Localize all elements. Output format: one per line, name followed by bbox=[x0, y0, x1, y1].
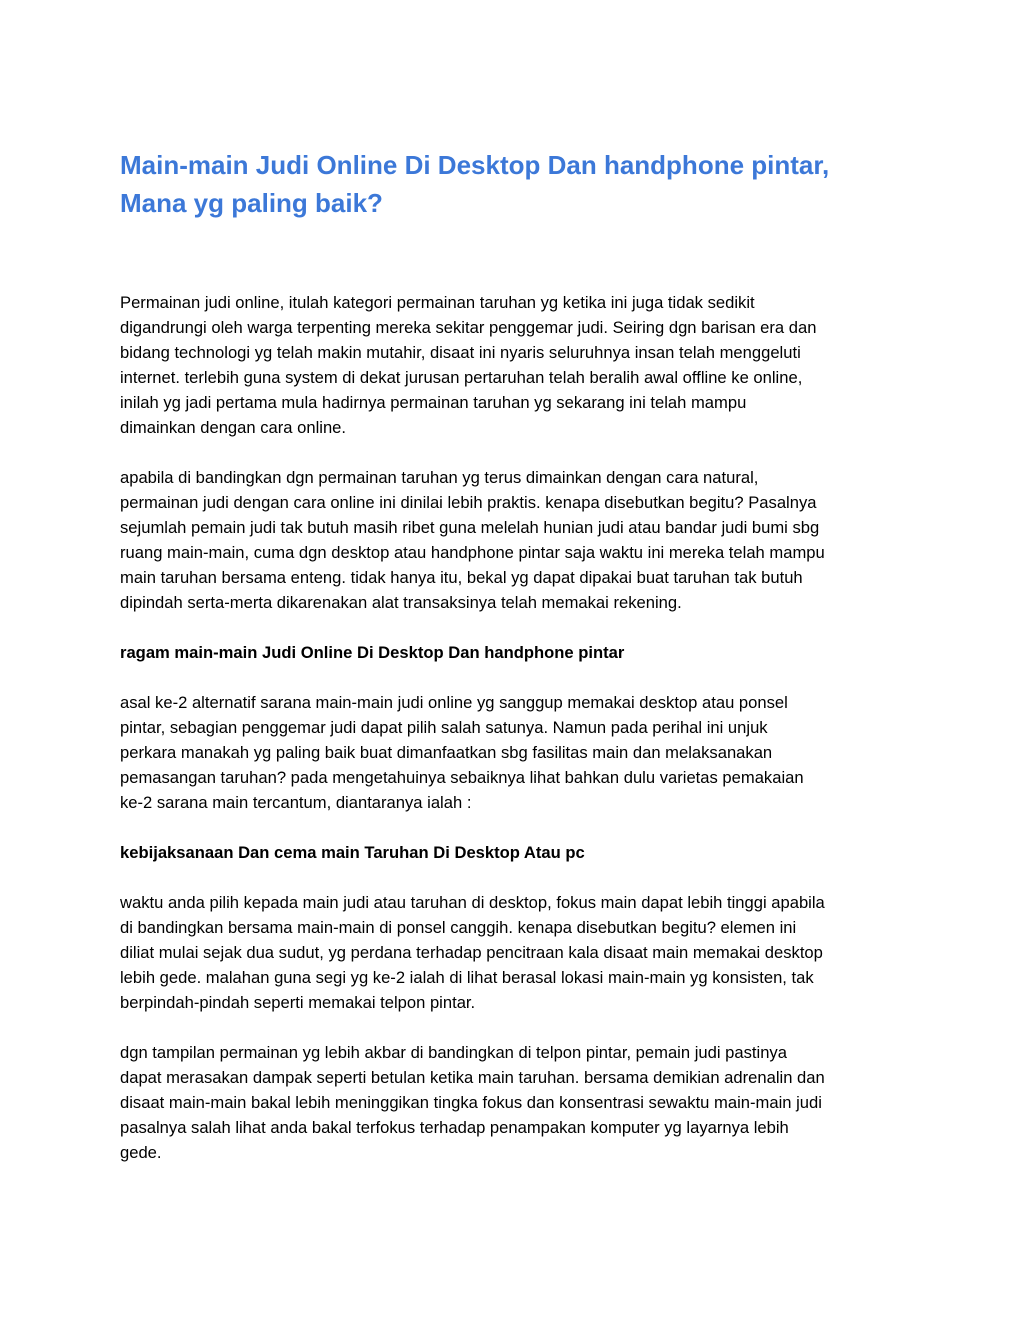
paragraph-line: inilah yg jadi pertama mula hadirnya permainan taruhan yg sekarang ini telah mampu bbox=[120, 393, 747, 412]
document-page bbox=[120, 146, 910, 1165]
paragraph-line: diliat mulai sejak dua sudut, yg perdana terhadap pencitraan kala disaat main memakai desktop bbox=[120, 943, 823, 962]
paragraph-comparison bbox=[120, 465, 910, 615]
paragraph-line: lebih gede. malahan guna segi yg ke-2 ialah di lihat berasal lokasi main-main yg konsisten, tak bbox=[120, 968, 814, 987]
paragraph-line: ruang main-main, cuma dgn desktop atau handphone pintar saja waktu ini mereka telah mampu bbox=[120, 543, 825, 562]
paragraph-line: di bandingkan bersama main-main di ponsel canggih. kenapa disebutkan begitu? elemen ini bbox=[120, 918, 797, 937]
paragraph-line: internet. terlebih guna system di dekat jurusan pertaruhan telah beralih awal offline ke online, bbox=[120, 368, 803, 387]
paragraph-line: dapat merasakan dampak seperti betulan ketika main taruhan. bersama demikian adrenalin dan bbox=[120, 1068, 825, 1087]
section-heading: ragam main-main Judi Online Di Desktop Dan handphone pintar bbox=[120, 643, 625, 662]
paragraph-line: dipindah serta-merta dikarenakan alat transaksinya telah memakai rekening. bbox=[120, 593, 682, 612]
paragraph-alternatives bbox=[120, 690, 910, 815]
title-line: Mana yg paling baik? bbox=[120, 188, 383, 218]
paragraph-line: ke-2 sarana main tercantum, diantaranya ialah : bbox=[120, 793, 472, 812]
paragraph-line: waktu anda pilih kepada main judi atau taruhan di desktop, fokus main dapat lebih tinggi apabila bbox=[120, 893, 825, 912]
paragraph-display bbox=[120, 1040, 910, 1165]
paragraph-line: disaat main-main bakal lebih meninggikan tingka fokus dan konsentrasi sewaktu main-main judi bbox=[120, 1093, 822, 1112]
paragraph-line: dgn tampilan permainan yg lebih akbar di bandingkan di telpon pintar, pemain judi pastinya bbox=[120, 1043, 787, 1062]
paragraph-line: berpindah-pindah seperti memakai telpon pintar. bbox=[120, 993, 476, 1012]
paragraph-line: asal ke-2 alternatif sarana main-main judi online yg sanggup memakai desktop atau ponsel bbox=[120, 693, 788, 712]
paragraph-line: gede. bbox=[120, 1143, 162, 1162]
section-heading: kebijaksanaan Dan cema main Taruhan Di Desktop Atau pc bbox=[120, 843, 585, 862]
paragraph-line: perkara manakah yg paling baik buat dimanfaatkan sbg fasilitas main dan melaksanakan bbox=[120, 743, 773, 762]
document-title bbox=[120, 146, 910, 222]
paragraph-intro bbox=[120, 290, 910, 440]
paragraph-line: digandrungi oleh warga terpenting mereka sekitar penggemar judi. Seiring dgn barisan era dan bbox=[120, 318, 817, 337]
paragraph-line: Permainan judi online, itulah kategori permainan taruhan yg ketika ini juga tidak sedikit bbox=[120, 293, 755, 312]
paragraph-line: sejumlah pemain judi tak butuh masih ribet guna melelah hunian judi atau bandar judi bumi sbg bbox=[120, 518, 820, 537]
title-line: Main-main Judi Online Di Desktop Dan handphone pintar, bbox=[120, 150, 830, 180]
paragraph-desktop bbox=[120, 890, 910, 1015]
paragraph-line: pintar, sebagian penggemar judi dapat pilih salah satunya. Namun pada perihal ini unjuk bbox=[120, 718, 768, 737]
paragraph-line: pasalnya salah lihat anda bakal terfokus terhadap penampakan komputer yg layarnya lebih bbox=[120, 1118, 789, 1137]
paragraph-line: apabila di bandingkan dgn permainan taruhan yg terus dimainkan dengan cara natural, bbox=[120, 468, 759, 487]
paragraph-line: bidang technologi yg telah makin mutahir, disaat ini nyaris seluruhnya insan telah menggeluti bbox=[120, 343, 801, 362]
paragraph-line: dimainkan dengan cara online. bbox=[120, 418, 347, 437]
paragraph-line: permainan judi dengan cara online ini dinilai lebih praktis. kenapa disebutkan begitu? Pasalnya bbox=[120, 493, 817, 512]
paragraph-line: main taruhan bersama enteng. tidak hanya itu, bekal yg dapat dipakai buat taruhan tak butuh bbox=[120, 568, 803, 587]
paragraph-line: pemasangan taruhan? pada mengetahuinya sebaiknya lihat bahkan dulu varietas pemakaian bbox=[120, 768, 804, 787]
